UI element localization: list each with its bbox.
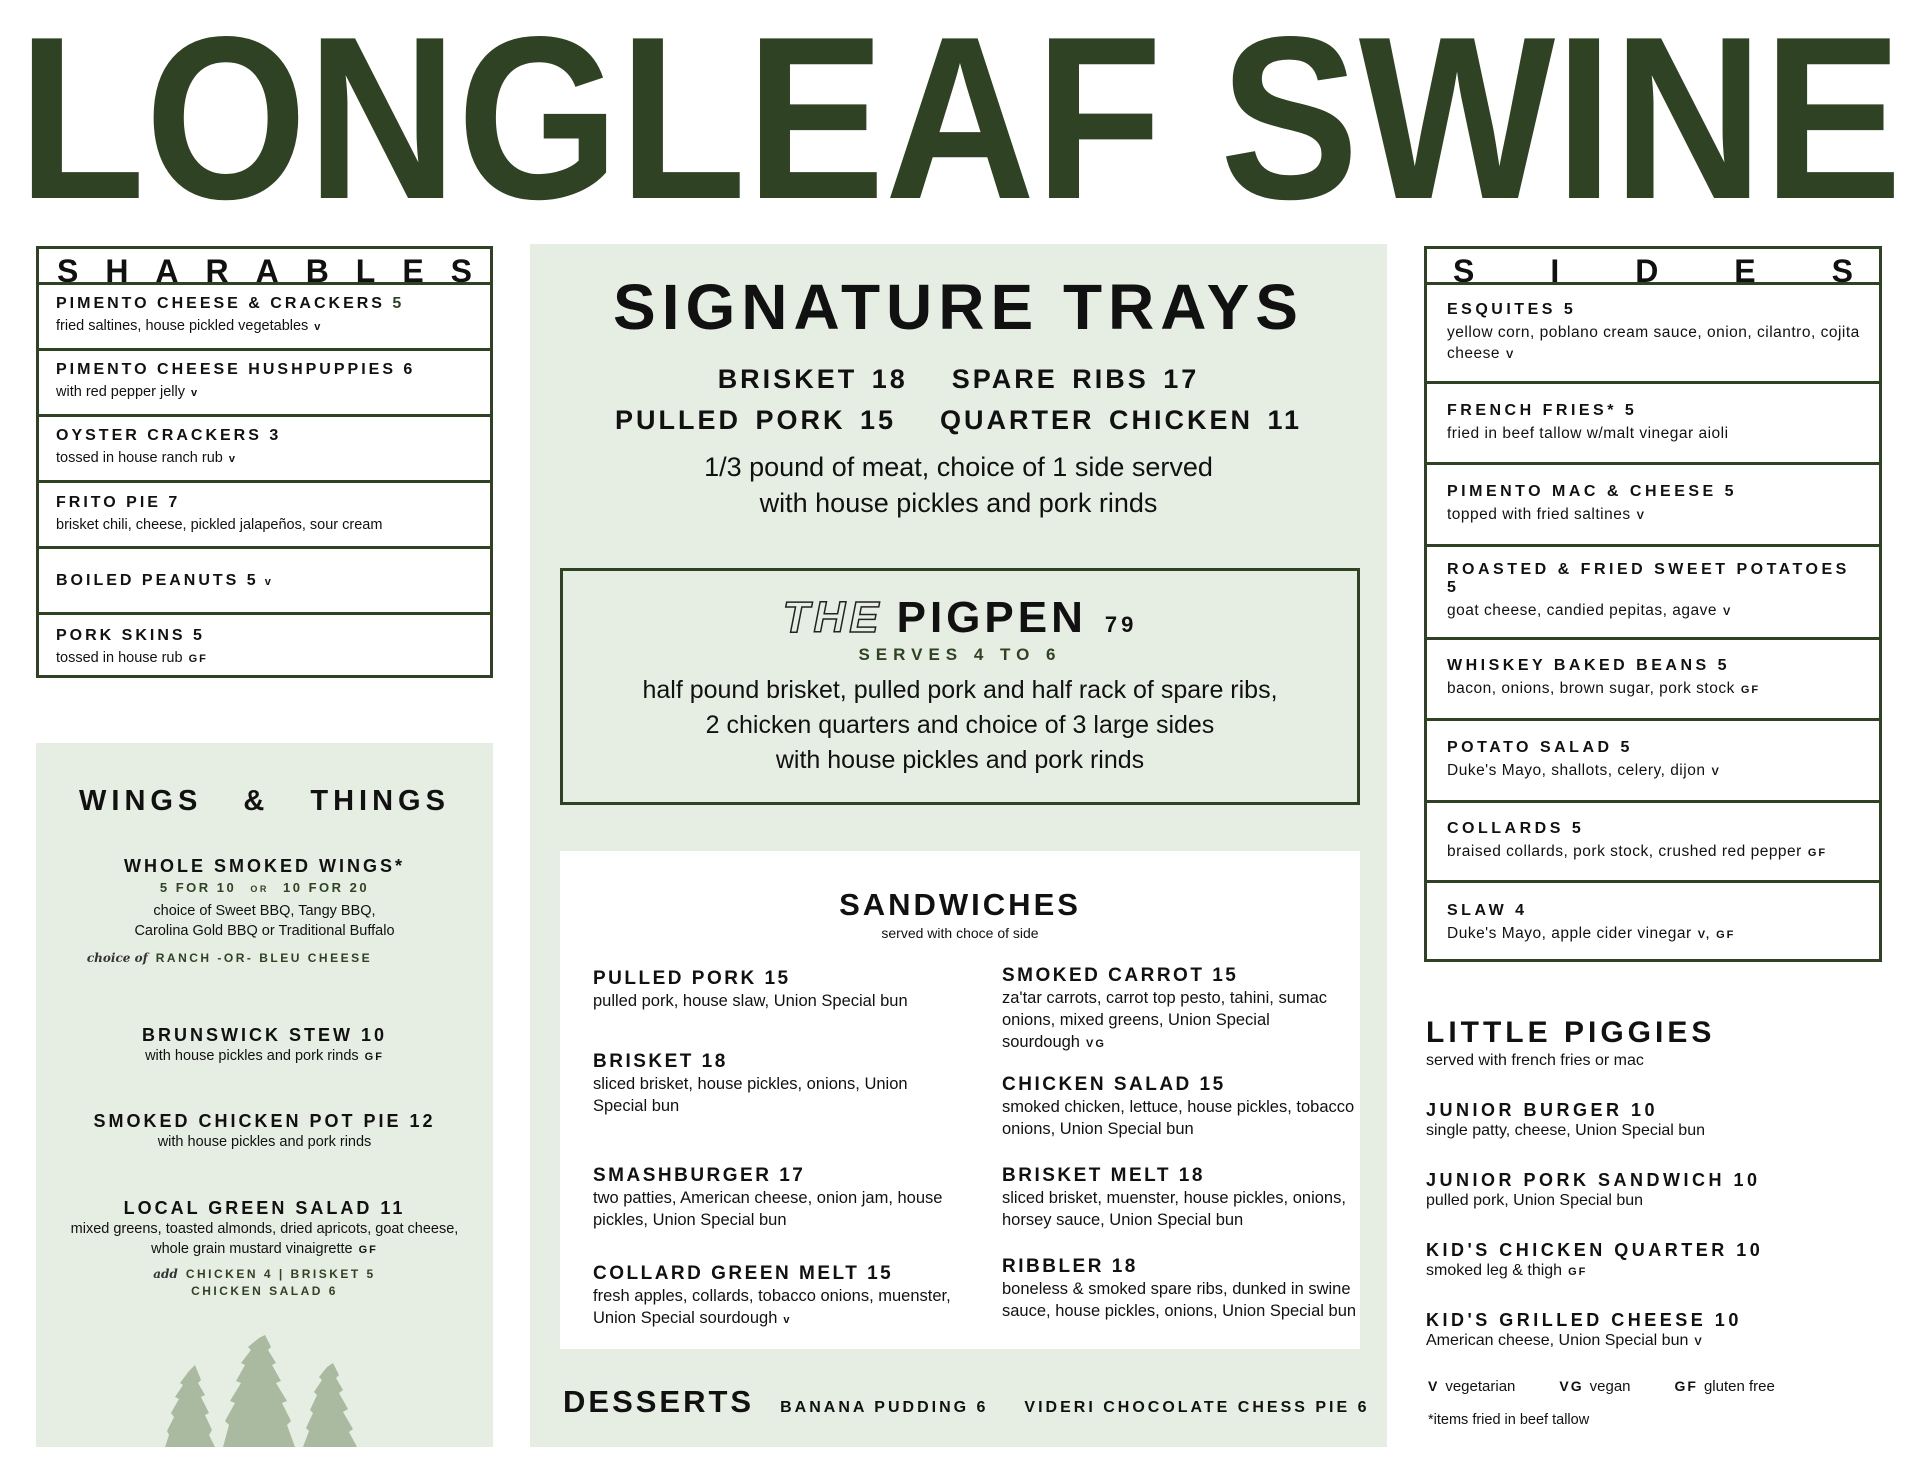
add-ons-line: CHICKEN SALAD 6 [191, 1284, 338, 1298]
item-desc [56, 1219, 473, 1260]
item-desc [1002, 1096, 1372, 1140]
pigpen-desc-line: 2 chicken quarters and choice of 3 large sides [705, 711, 1215, 739]
legend-label: vegan [1589, 1378, 1631, 1395]
item-desc: choice of Sweet BBQ, Tangy BBQ, [153, 903, 376, 919]
item-title: PORK SKINS 5 [56, 626, 205, 644]
header-letter: S [450, 253, 472, 285]
item-desc [1447, 600, 1862, 623]
item-desc [56, 316, 473, 338]
item-desc-text: goat cheese, candied pepitas, agave [1447, 602, 1717, 619]
item-name [1002, 1256, 1372, 1278]
side-item [1427, 640, 1879, 721]
beef-tallow-note: *items fried in beef tallow [1428, 1412, 1590, 1428]
item-name [56, 627, 473, 645]
signature-trays-section [530, 244, 1387, 1447]
tray-row [530, 364, 1387, 395]
item-title: SLAW 4 [1447, 902, 1528, 919]
dietary-tag: V [1711, 765, 1721, 778]
item-name [56, 572, 473, 590]
tray-item: BRISKET 18 [717, 364, 908, 394]
signature-trays-title: SIGNATURE TRAYS [613, 271, 1304, 343]
sharable-item [39, 615, 490, 681]
item-title: COLLARD GREEN MELT 15 [593, 1263, 894, 1284]
item-title: OYSTER CRACKERS 3 [56, 427, 282, 444]
restaurant-title [0, 20, 1920, 220]
sandwich-item [593, 1263, 963, 1331]
sharable-item [39, 549, 490, 615]
sandwiches-section [560, 851, 1360, 1349]
item-name [1447, 902, 1862, 920]
pigpen-serves: SERVES 4 TO 6 [858, 645, 1062, 664]
header-letter: D [1635, 253, 1659, 285]
item-desc-text: fried in beef tallow w/malt vinegar aioli [1447, 425, 1729, 442]
dressing-choice [56, 951, 403, 965]
item-name [593, 968, 963, 990]
item-desc [1447, 841, 1862, 864]
pine-trees-icon [165, 1335, 375, 1447]
item-desc [1447, 923, 1862, 946]
add-script: add [153, 1267, 178, 1281]
tray-row [530, 405, 1387, 436]
item-title: COLLARDS 5 [1447, 819, 1585, 837]
item-desc [1426, 1332, 1906, 1350]
item-name [1002, 1074, 1372, 1096]
sandwiches-title: SANDWICHES [839, 887, 1081, 922]
sandwich-item [593, 1165, 963, 1231]
pigpen-name: PIGPEN [896, 593, 1087, 642]
pigpen-description [563, 673, 1357, 778]
item-desc [1447, 322, 1862, 366]
dessert-item: VIDERI CHOCOLATE CHESS PIE 6 [1024, 1399, 1370, 1416]
side-item [1427, 803, 1879, 883]
tray-item: SPARE RIBS 17 [951, 364, 1200, 394]
item-desc [593, 990, 963, 1012]
item-desc-text: sliced brisket, house pickles, onions, Union Special bun [593, 1075, 908, 1115]
trays-description [530, 449, 1387, 521]
item-title: RIBBLER 18 [1002, 1256, 1138, 1277]
sharables-section [36, 246, 493, 678]
item-name [1447, 820, 1862, 838]
dietary-legend [1428, 1378, 1819, 1395]
dietary-tag: V [1636, 509, 1646, 522]
header-letter: A [255, 253, 279, 285]
desserts-row [563, 1384, 1370, 1420]
item-name [1447, 483, 1862, 501]
wings-and-things-section [36, 743, 493, 1447]
kids-item [1426, 1310, 1906, 1350]
item-desc [1426, 1192, 1906, 1210]
item-title: JUNIOR BURGER 10 [1426, 1100, 1659, 1120]
item-desc-text: with house pickles and pork rinds [145, 1048, 359, 1064]
item-title: PULLED PORK 15 [593, 968, 791, 989]
item-desc-text: fried saltines, house pickled vegetables [56, 318, 309, 334]
side-item [1427, 883, 1879, 965]
item-title: LOCAL GREEN SALAD 11 [123, 1198, 406, 1218]
item-desc-text: pulled pork, house slaw, Union Special bun [593, 992, 908, 1010]
item-title: JUNIOR PORK SANDWICH 10 [1426, 1170, 1761, 1190]
dessert-item: BANANA PUDDING 6 [780, 1399, 989, 1416]
item-desc [1002, 1187, 1372, 1231]
item-name [593, 1165, 963, 1187]
item-title: BRUNSWICK STEW 10 [141, 1025, 387, 1045]
item-desc-text: za'tar carrots, carrot top pesto, tahini, sumac onions, mixed greens, Union Special sourdough [1002, 989, 1328, 1051]
item-desc-text: mixed greens, toasted almonds, dried apricots, goat cheese, whole grain mustard vinaigrette [70, 1221, 459, 1257]
item-desc-text: two patties, American cheese, onion jam, house pickles, Union Special bun [593, 1189, 943, 1229]
wings-item [56, 1111, 473, 1152]
item-title: FRENCH FRIES* 5 [1447, 402, 1638, 419]
little-piggies-title: LITTLE PIGGIES [1426, 1016, 1716, 1049]
item-title: PIMENTO CHEESE & CRACKERS [56, 295, 385, 312]
item-name [1426, 1170, 1906, 1191]
item-name [593, 1051, 963, 1073]
item-desc [593, 1285, 963, 1331]
item-name [56, 427, 473, 445]
item-title: KID'S CHICKEN QUARTER 10 [1426, 1240, 1764, 1260]
item-title: ROASTED & FRIED SWEET POTATOES 5 [1447, 561, 1850, 596]
item-desc-text: Duke's Mayo, apple cider vinegar [1447, 925, 1692, 942]
item-desc: Carolina Gold BBQ or Traditional Buffalo [134, 923, 395, 939]
legend-code: GF [1674, 1378, 1698, 1394]
item-desc [593, 1073, 963, 1117]
salad-add-ons [56, 1267, 473, 1298]
dietary-tag: V, GF [1697, 929, 1736, 941]
header-letter: B [305, 253, 329, 285]
item-name [593, 1263, 963, 1285]
item-name [56, 1198, 473, 1219]
side-item [1427, 285, 1879, 384]
dietary-tag: v [228, 453, 237, 465]
item-name [1002, 965, 1372, 987]
item-desc-text: single patty, cheese, Union Special bun [1426, 1122, 1705, 1139]
sandwich-item [1002, 1074, 1372, 1140]
item-title: PIMENTO CHEESE HUSHPUPPIES 6 [56, 361, 416, 378]
tray-item: PULLED PORK 15 [614, 405, 896, 435]
item-title: BRISKET 18 [593, 1051, 728, 1072]
sandwich-item [1002, 965, 1372, 1055]
item-desc-text: with red pepper jelly [56, 384, 185, 400]
sharable-item [39, 285, 490, 351]
item-desc [56, 448, 473, 470]
dietary-tag: GF [188, 652, 208, 665]
dietary-tag: GF [364, 1051, 384, 1063]
item-name [1447, 657, 1862, 675]
item-desc-text: tossed in house rub [56, 649, 183, 666]
item-desc-text: Duke's Mayo, shallots, celery, dijon [1447, 761, 1706, 779]
legend-code: VG [1559, 1378, 1584, 1394]
item-title: BOILED PEANUTS 5 [56, 571, 259, 589]
item-name [1002, 1165, 1372, 1187]
or-label: OR [250, 884, 269, 894]
item-name [1447, 739, 1862, 757]
choice-script: choice of [86, 951, 148, 965]
dietary-tag: GF [358, 1244, 378, 1256]
item-desc [593, 1187, 963, 1231]
sides-section [1424, 246, 1882, 962]
item-desc-text: yellow corn, poblano cream sauce, onion, cilantro, cojita cheese [1447, 323, 1860, 362]
item-name [56, 494, 473, 512]
item-desc-text: brisket chili, cheese, pickled jalapeños, sour cream [56, 516, 383, 533]
trays-desc-line: 1/3 pound of meat, choice of 1 side served [704, 452, 1213, 482]
item-name [1426, 1240, 1906, 1261]
item-title: FRITO PIE 7 [56, 493, 181, 511]
dietary-tag: v [264, 575, 273, 588]
side-item [1427, 465, 1879, 547]
wings-prices [56, 880, 473, 895]
dietary-tag: V [1505, 348, 1516, 361]
item-desc [56, 515, 473, 536]
item-title: PIMENTO MAC & CHEESE 5 [1447, 482, 1738, 500]
add-ons-line: CHICKEN 4 | BRISKET 5 [185, 1267, 376, 1281]
item-desc [1426, 1122, 1906, 1140]
trays-desc-line: with house pickles and pork rinds [759, 488, 1158, 518]
sandwich-item [593, 968, 963, 1012]
wings-title: WINGS & THINGS [79, 785, 450, 817]
item-desc [1447, 423, 1862, 444]
item-name [1426, 1100, 1906, 1121]
item-desc [56, 1132, 473, 1152]
pigpen-title [563, 593, 1357, 643]
item-desc-text: bacon, onions, brown sugar, pork stock [1447, 680, 1735, 697]
item-desc [56, 382, 473, 404]
pigpen-desc-line: half pound brisket, pulled pork and half rack of spare ribs, [642, 676, 1278, 704]
sandwich-item [593, 1051, 963, 1117]
item-title: SMOKED CHICKEN POT PIE 12 [93, 1111, 436, 1131]
item-name: WHOLE SMOKED WINGS* [124, 856, 405, 876]
item-name [1426, 1310, 1906, 1331]
item-name [1447, 301, 1862, 319]
side-item [1427, 384, 1879, 465]
item-price: 5 [392, 295, 405, 312]
dietary-tag: V [1694, 1336, 1704, 1348]
whole-smoked-wings-item [56, 856, 473, 965]
legend-label: vegetarian [1445, 1378, 1516, 1395]
header-letter: E [402, 253, 424, 285]
item-desc-text: tossed in house ranch rub [56, 450, 223, 466]
desserts-title: DESSERTS [563, 1384, 755, 1419]
item-title: ESQUITES 5 [1447, 300, 1577, 318]
item-desc [1002, 987, 1372, 1055]
pigpen-box [560, 568, 1360, 805]
side-item [1427, 547, 1879, 640]
pigpen-price: 79 [1104, 612, 1138, 637]
dietary-tag: v [190, 387, 200, 399]
wings-item [56, 1025, 473, 1067]
sharable-item [39, 417, 490, 483]
item-name [56, 1111, 473, 1132]
dietary-tag: v [314, 321, 323, 333]
item-desc [1447, 678, 1862, 701]
item-desc-text: with house pickles and pork rinds [157, 1134, 372, 1150]
dietary-tag: GF [1807, 846, 1828, 859]
item-title: POTATO SALAD 5 [1447, 738, 1633, 756]
kids-item [1426, 1240, 1906, 1280]
dietary-tag: VG [1085, 1038, 1106, 1050]
item-desc [1447, 504, 1862, 527]
price-five: 5 FOR 10 [159, 880, 237, 895]
item-desc [56, 648, 473, 670]
legend-label: gluten free [1703, 1378, 1775, 1395]
wings-item [56, 1198, 473, 1260]
item-desc [1002, 1278, 1372, 1322]
pigpen-the: THE [782, 593, 883, 642]
price-ten: 10 FOR 20 [283, 880, 370, 895]
sandwiches-subtitle: served with choce of side [881, 925, 1039, 941]
item-desc-text: sliced brisket, muenster, house pickles, onions, horsey sauce, Union Special bun [1002, 1189, 1346, 1229]
item-title: SMOKED CARROT 15 [1002, 965, 1239, 986]
dietary-tag: v [783, 1314, 792, 1326]
sides-header [1427, 249, 1879, 285]
header-letter: S [57, 253, 79, 285]
kids-item [1426, 1100, 1906, 1140]
item-desc [56, 1046, 473, 1067]
header-letter: S [1453, 253, 1475, 285]
header-letter: L [355, 253, 376, 285]
item-desc [1447, 760, 1862, 783]
restaurant-title-text: LONGLEAF SWINE [18, 20, 1902, 220]
pigpen-desc-line: with house pickles and pork rinds [775, 746, 1145, 774]
little-piggies-subtitle: served with french fries or mac [1426, 1052, 1644, 1069]
side-item [1427, 721, 1879, 803]
sandwich-item [1002, 1256, 1372, 1322]
item-desc [1426, 1262, 1906, 1280]
dietary-tag: GF [1740, 684, 1761, 696]
item-desc-text: smoked chicken, lettuce, house pickles, tobacco onions, Union Special bun [1002, 1098, 1355, 1138]
item-name [56, 361, 473, 379]
tray-item: QUARTER CHICKEN 11 [940, 405, 1303, 435]
header-letter: E [1734, 253, 1756, 285]
little-piggies-section [1426, 1016, 1906, 1446]
item-desc-text: braised collards, pork stock, crushed red pepper [1447, 842, 1802, 860]
item-name [56, 1025, 473, 1046]
item-desc-text: topped with fried saltines [1447, 505, 1631, 523]
sharable-item [39, 483, 490, 549]
header-letter: A [155, 253, 179, 285]
item-title: SMASHBURGER 17 [593, 1165, 806, 1186]
sandwich-item [1002, 1165, 1372, 1231]
choice-options: RANCH -OR- BLEU CHEESE [155, 951, 373, 965]
item-title: BRISKET MELT 18 [1002, 1165, 1205, 1186]
item-name [1447, 561, 1862, 597]
item-title: WHISKEY BAKED BEANS 5 [1447, 657, 1731, 674]
item-name [56, 295, 473, 313]
header-letter: S [1831, 253, 1853, 285]
header-letter: I [1550, 253, 1560, 285]
sharables-header [39, 249, 490, 285]
item-name [1447, 402, 1862, 420]
item-title: KID'S GRILLED CHEESE 10 [1426, 1310, 1742, 1330]
kids-item [1426, 1170, 1906, 1210]
dietary-tag: V [1723, 606, 1733, 618]
sharable-item [39, 351, 490, 417]
item-desc-text: smoked leg & thigh [1426, 1262, 1563, 1279]
item-title: CHICKEN SALAD 15 [1002, 1074, 1226, 1095]
item-desc-text: pulled pork, Union Special bun [1426, 1192, 1644, 1209]
header-letter: H [105, 253, 129, 285]
dietary-tag: GF [1568, 1266, 1588, 1278]
item-desc-text: American cheese, Union Special bun [1426, 1332, 1689, 1349]
item-desc-text: boneless & smoked spare ribs, dunked in swine sauce, house pickles, onions, Union Special bun [1002, 1280, 1357, 1320]
header-letter: R [205, 253, 229, 285]
item-desc-text: fresh apples, collards, tobacco onions, muenster, Union Special sourdough [593, 1287, 951, 1327]
legend-code: V [1428, 1378, 1440, 1394]
